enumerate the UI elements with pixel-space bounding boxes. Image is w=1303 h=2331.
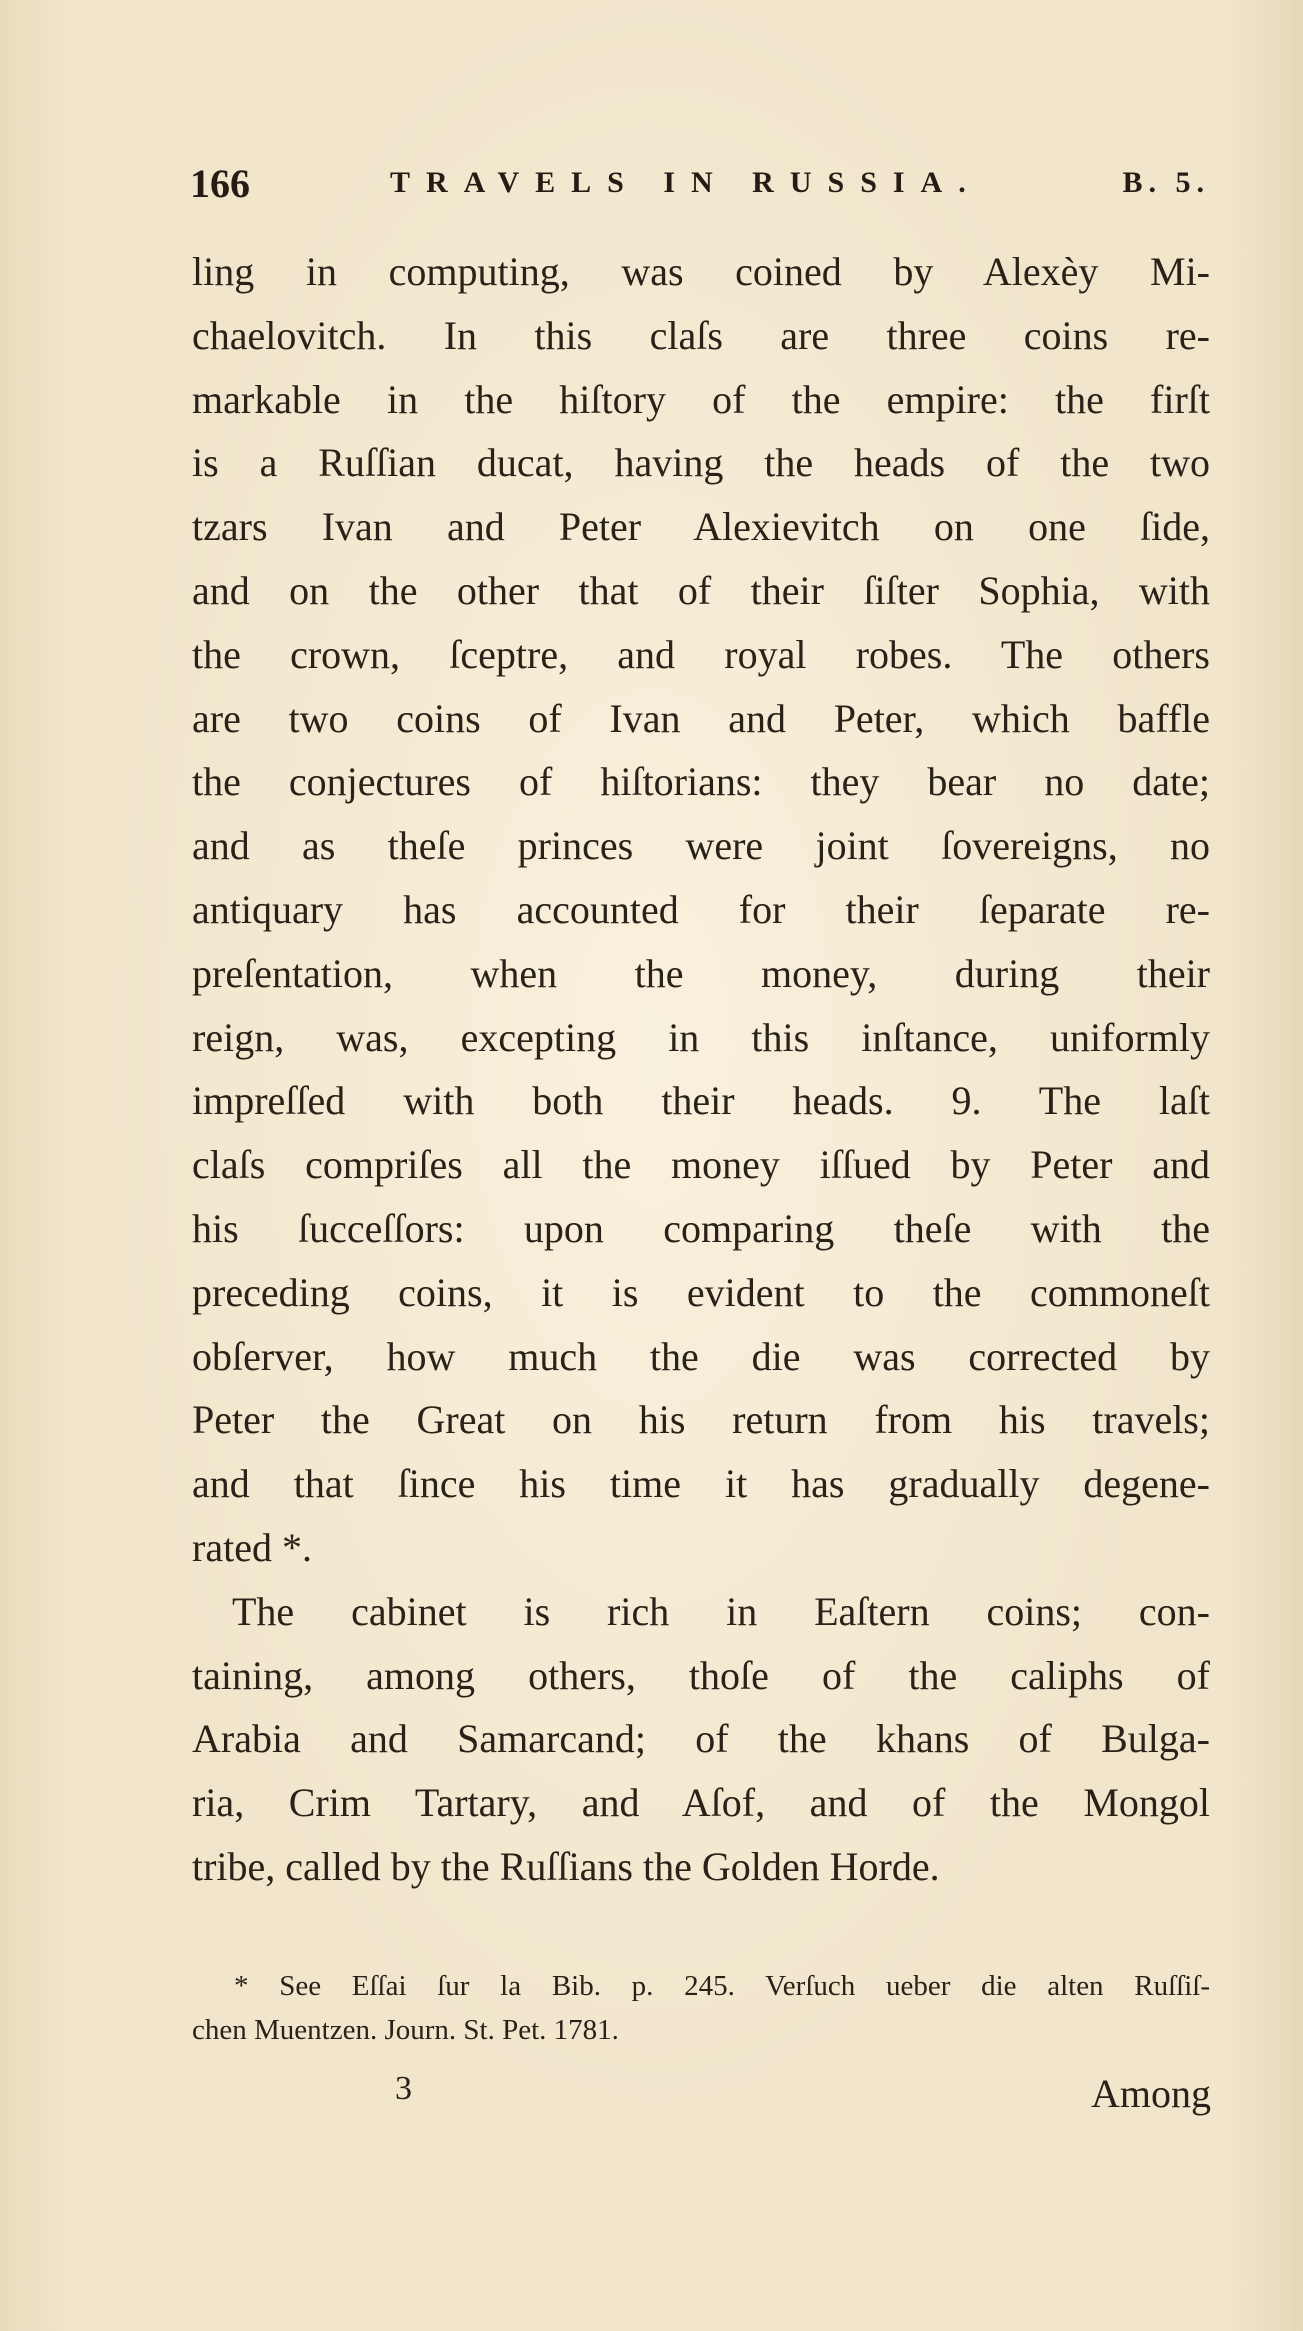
running-header bbox=[190, 160, 1210, 212]
footnote-line: * See Eſſai ſur la Bib. p. 245. Verſuch ueber die alten Ruſſiſ- bbox=[234, 1970, 1210, 2002]
text-line: and as theſe princes were joint ſovereigns, no bbox=[192, 823, 1210, 869]
text-line: Peter the Great on his return from his travels; bbox=[192, 1397, 1210, 1443]
text-line: and that ſince his time it has gradually degene- bbox=[192, 1461, 1210, 1507]
text-line: are two coins of Ivan and Peter, which baffle bbox=[192, 695, 1210, 741]
text-line: preſentation, when the money, during their bbox=[192, 950, 1210, 996]
text-line: markable in the hiſtory of the empire: the firſt bbox=[192, 376, 1210, 422]
text-line: tribe, called by the Ruſſians the Golden Horde. bbox=[192, 1843, 940, 1889]
text-line: the crown, ſceptre, and royal robes. The others bbox=[192, 631, 1210, 677]
text-line: his ſucceſſors: upon comparing theſe with the bbox=[192, 1205, 1210, 1251]
text-line: and on the other that of their ſiſter Sophia, with bbox=[192, 567, 1210, 613]
text-line: impreſſed with both their heads. 9. The laſt bbox=[192, 1078, 1210, 1124]
text-line: ria, Crim Tartary, and Aſof, and of the Mongol bbox=[192, 1780, 1210, 1826]
text-line: is a Ruſſian ducat, having the heads of the two bbox=[192, 440, 1210, 486]
footnote bbox=[192, 1964, 1210, 2052]
text-line: tzars Ivan and Peter Alexievitch on one ſide, bbox=[192, 504, 1210, 550]
section-reference: B. 5. bbox=[1122, 166, 1210, 199]
paragraph-start-line: The cabinet is rich in Eaſtern coins; con- bbox=[232, 1588, 1210, 1634]
text-line: obſerver, how much the die was corrected by bbox=[192, 1333, 1210, 1379]
body-text bbox=[192, 240, 1210, 1899]
text-line: antiquary has accounted for their ſeparate re- bbox=[192, 886, 1210, 932]
text-line: reign, was, excepting in this inſtance, uniformly bbox=[192, 1014, 1210, 1060]
footnote-line: chen Muentzen. Journ. St. Pet. 1781. bbox=[192, 2014, 619, 2046]
running-title: TRAVELS IN RUSSIA. bbox=[390, 166, 982, 199]
page-number: 166 bbox=[190, 161, 250, 206]
text-line: claſs compriſes all the money iſſued by Peter and bbox=[192, 1142, 1210, 1188]
text-line: the conjectures of hiſtorians: they bear no date; bbox=[192, 759, 1210, 805]
text-line: preceding coins, it is evident to the commoneſt bbox=[192, 1269, 1210, 1315]
text-line: taining, among others, thoſe of the caliphs of bbox=[192, 1652, 1210, 1698]
paragraph-end-line: rated *. bbox=[192, 1524, 312, 1570]
text-line: Arabia and Samarcand; of the khans of Bulga- bbox=[192, 1716, 1210, 1762]
text-line: ling in computing, was coined by Alexèy Mi- bbox=[192, 249, 1210, 294]
signature-mark: 3 bbox=[395, 2070, 412, 2107]
text-line: chaelovitch. In this claſs are three coins re- bbox=[192, 312, 1210, 358]
catchword: Among bbox=[1091, 2071, 1211, 2116]
